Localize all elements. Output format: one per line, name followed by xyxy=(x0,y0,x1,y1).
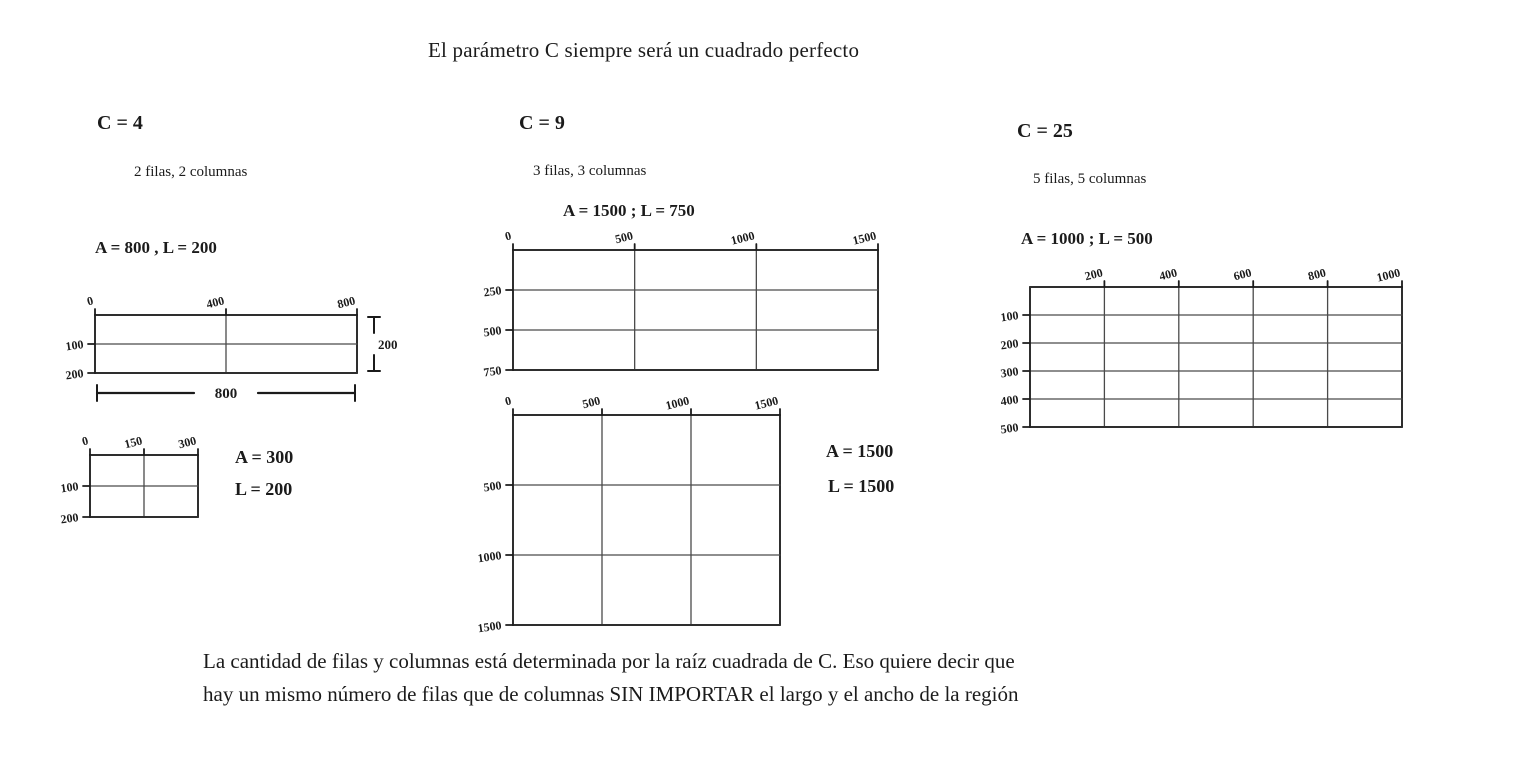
c25-grid-label: 5 filas, 5 columnas xyxy=(1033,171,1147,187)
c4-grid-800x200 xyxy=(50,283,432,413)
svg-text:500: 500 xyxy=(613,228,635,247)
svg-text:200: 200 xyxy=(59,510,80,527)
svg-text:0: 0 xyxy=(503,228,513,244)
c9-square-grid-a-label: A = 1500 xyxy=(826,441,894,461)
svg-text:800: 800 xyxy=(1306,265,1328,284)
svg-text:300: 300 xyxy=(999,364,1020,381)
svg-text:1000: 1000 xyxy=(729,228,757,248)
svg-text:100: 100 xyxy=(64,337,85,354)
svg-text:200: 200 xyxy=(1083,265,1105,284)
svg-text:150: 150 xyxy=(122,433,144,452)
svg-text:1000: 1000 xyxy=(1375,265,1402,285)
c9-params-label: A = 1500 ; L = 750 xyxy=(563,201,695,220)
svg-text:1500: 1500 xyxy=(476,618,503,636)
svg-text:1000: 1000 xyxy=(664,393,691,413)
svg-text:100: 100 xyxy=(999,308,1020,325)
c4-grid-label: 2 filas, 2 columnas xyxy=(134,164,248,180)
svg-text:500: 500 xyxy=(482,478,503,495)
svg-text:300: 300 xyxy=(176,433,198,452)
svg-text:800: 800 xyxy=(214,386,238,402)
svg-text:500: 500 xyxy=(580,393,602,412)
c4-small-grid-l-label: L = 200 xyxy=(235,479,293,499)
svg-text:500: 500 xyxy=(482,323,503,340)
c4-params-label: A = 800 , L = 200 xyxy=(95,238,217,257)
svg-text:200: 200 xyxy=(64,366,85,383)
c4-small-grid-a-label: A = 300 xyxy=(235,447,294,467)
c4-value-label: C = 4 xyxy=(97,112,143,134)
svg-text:100: 100 xyxy=(59,479,80,496)
svg-text:1000: 1000 xyxy=(476,548,503,566)
c9-grid-1500x750 xyxy=(468,218,898,382)
svg-text:800: 800 xyxy=(335,293,357,312)
svg-text:0: 0 xyxy=(85,293,95,309)
svg-text:0: 0 xyxy=(80,433,90,449)
c9-square-grid-l-label: L = 1500 xyxy=(828,476,895,496)
svg-text:250: 250 xyxy=(482,283,503,300)
page-title: El parámetro C siempre será un cuadrado perfecto xyxy=(428,38,860,62)
svg-text:200: 200 xyxy=(378,337,398,352)
svg-text:400: 400 xyxy=(999,392,1020,409)
c25-value-label: C = 25 xyxy=(1017,120,1073,142)
svg-text:1500: 1500 xyxy=(753,393,780,413)
svg-text:1500: 1500 xyxy=(851,228,878,248)
footer-line-1: La cantidad de filas y columnas está determinada por la raíz cuadrada de C. Eso quiere decir que xyxy=(203,649,1015,673)
footer-explanation xyxy=(203,645,1019,711)
c25-grid-1000x500 xyxy=(980,255,1427,439)
svg-text:400: 400 xyxy=(1157,265,1179,284)
svg-text:400: 400 xyxy=(204,293,226,312)
svg-text:600: 600 xyxy=(1232,265,1253,284)
svg-text:200: 200 xyxy=(999,336,1020,353)
c9-grid-label: 3 filas, 3 columnas xyxy=(533,163,647,179)
footer-line-2: hay un mismo número de filas que de columnas SIN IMPORTAR el largo y el ancho de la región xyxy=(203,682,1019,706)
c4-grid-300x200 xyxy=(45,423,213,529)
c9-grid-1500x1500 xyxy=(458,383,795,637)
c9-value-label: C = 9 xyxy=(519,112,565,134)
svg-text:750: 750 xyxy=(482,363,503,380)
svg-text:500: 500 xyxy=(999,420,1020,437)
c25-params-label: A = 1000 ; L = 500 xyxy=(1021,229,1153,248)
svg-text:0: 0 xyxy=(503,393,513,409)
